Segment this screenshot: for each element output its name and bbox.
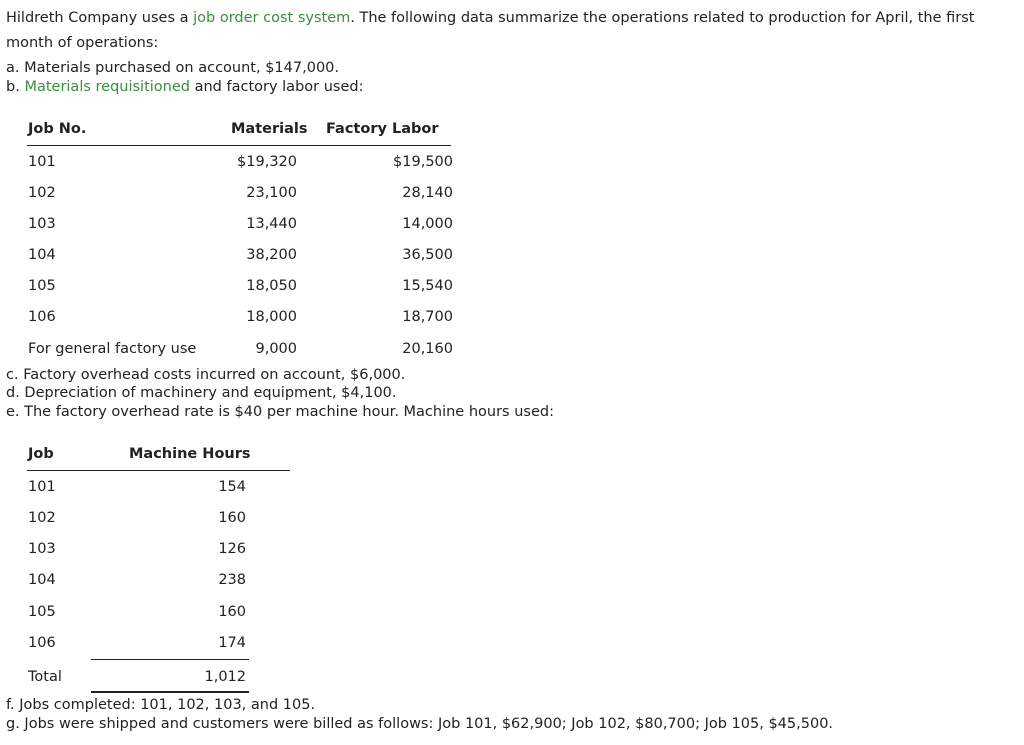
table2-total-double-rule xyxy=(91,691,249,693)
item-b-prefix: b. xyxy=(6,79,25,95)
table1-labor: 20,160 xyxy=(402,341,453,357)
table2-job: 106 xyxy=(28,635,56,651)
table1-labor: 15,540 xyxy=(402,278,453,294)
item-b-text: and factory labor used: xyxy=(189,79,364,95)
job-order-cost-system-link[interactable]: job order cost system xyxy=(193,10,351,26)
item-b xyxy=(6,79,363,95)
item-d: d. Depreciation of machinery and equipment, $4,100. xyxy=(6,385,397,401)
table1-header-labor: Factory Labor xyxy=(326,121,439,137)
table1-header-job: Job No. xyxy=(28,121,87,137)
table1-job: 104 xyxy=(28,247,56,263)
table1-materials: 18,050 xyxy=(246,278,297,294)
table1-header-materials: Materials xyxy=(231,121,308,137)
table2-header-hours: Machine Hours xyxy=(129,446,251,462)
table1-materials: $19,320 xyxy=(237,154,297,170)
item-e: e. The factory overhead rate is $40 per machine hour. Machine hours used: xyxy=(6,404,554,420)
table1-labor: 14,000 xyxy=(402,216,453,232)
table2-header-rule xyxy=(27,470,290,471)
item-g: g. Jobs were shipped and customers were billed as follows: Job 101, $62,900; Job 102, $80,700; Job 105, $45,500. xyxy=(6,716,834,732)
table1-labor: 28,140 xyxy=(402,185,453,201)
table1-general-use-label: For general factory use xyxy=(28,341,197,357)
table1-materials: 38,200 xyxy=(246,247,297,263)
table1-job: 102 xyxy=(28,185,56,201)
table2-job: 104 xyxy=(28,572,56,588)
table1-labor: 18,700 xyxy=(402,309,453,325)
table1-materials: 9,000 xyxy=(255,341,297,357)
table2-job: 105 xyxy=(28,604,56,620)
table1-materials: 13,440 xyxy=(246,216,297,232)
table1-labor: $19,500 xyxy=(393,154,453,170)
table2-header-job: Job xyxy=(28,446,54,462)
intro-paragraph xyxy=(6,6,1018,56)
table2-hours: 174 xyxy=(218,635,246,651)
table2-hours: 238 xyxy=(218,572,246,588)
table1-labor: 36,500 xyxy=(402,247,453,263)
intro-text-1: Hildreth Company uses a xyxy=(6,10,194,26)
table2-total-label: Total xyxy=(28,669,62,685)
table1-materials: 23,100 xyxy=(246,185,297,201)
item-a: a. Materials purchased on account, $147,000. xyxy=(6,60,339,76)
table1-job: 105 xyxy=(28,278,56,294)
table2-total-value: 1,012 xyxy=(204,669,246,685)
item-c: c. Factory overhead costs incurred on account, $6,000. xyxy=(6,367,406,383)
table1-job: 103 xyxy=(28,216,56,232)
table2-hours: 126 xyxy=(218,541,246,557)
intro-text-2: . The following data summarize the operations related to production for April, the first month of operations: xyxy=(6,10,975,51)
table2-total-rule xyxy=(91,659,249,660)
item-f: f. Jobs completed: 101, 102, 103, and 105. xyxy=(6,697,316,713)
table2-hours: 160 xyxy=(218,510,246,526)
table2-job: 103 xyxy=(28,541,56,557)
table1-header-rule xyxy=(27,145,451,146)
table2-job: 101 xyxy=(28,479,56,495)
materials-requisitioned-link[interactable]: Materials requisitioned xyxy=(24,79,190,95)
table2-hours: 160 xyxy=(218,604,246,620)
table1-materials: 18,000 xyxy=(246,309,297,325)
table2-job: 102 xyxy=(28,510,56,526)
table1-job: 106 xyxy=(28,309,56,325)
table1-job: 101 xyxy=(28,154,56,170)
table2-hours: 154 xyxy=(218,479,246,495)
